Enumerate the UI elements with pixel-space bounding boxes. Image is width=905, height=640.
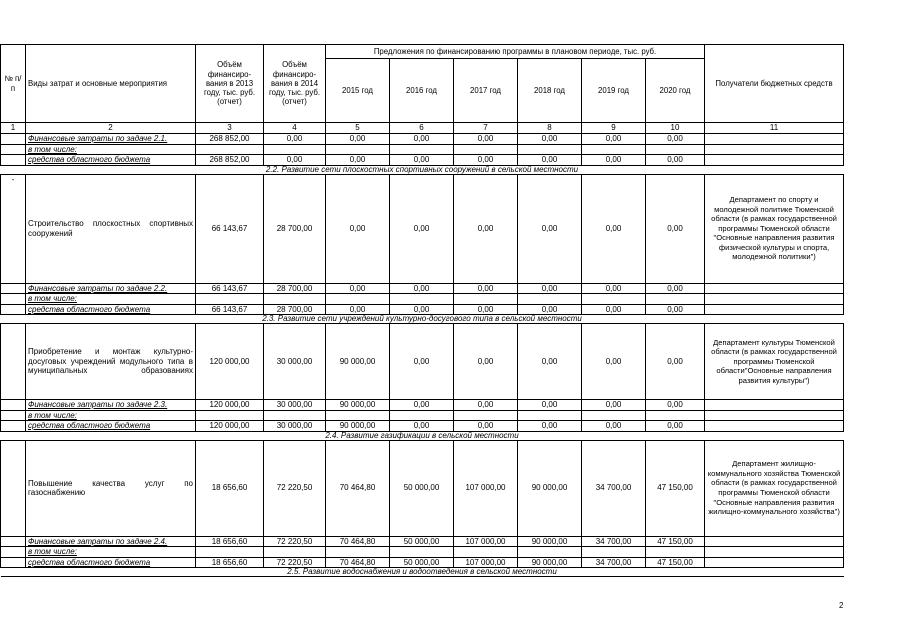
header-2013: Объём финансиро-вания в 2013 году, тыс. руб. (отчет) bbox=[196, 45, 264, 123]
table-row-total-2-4 bbox=[1, 536, 844, 547]
cell-value: 0,00 bbox=[646, 324, 705, 400]
table-row-incl-2-3 bbox=[1, 410, 844, 421]
cell-value: 90 000,00 bbox=[326, 400, 390, 411]
financing-table bbox=[0, 44, 844, 577]
cell-value: 72 220,50 bbox=[264, 440, 326, 536]
header-year: 2016 год bbox=[390, 59, 454, 123]
cell-value: 50 000,00 bbox=[390, 557, 454, 568]
cell-value: 0,00 bbox=[646, 174, 705, 283]
header-year: 2018 год bbox=[518, 59, 582, 123]
cell-value: 0,00 bbox=[390, 400, 454, 411]
cell-value: 0,00 bbox=[518, 133, 582, 144]
cell-value: 47 150,00 bbox=[646, 557, 705, 568]
cell-value: 90 000,00 bbox=[326, 421, 390, 432]
cell-value: 34 700,00 bbox=[582, 557, 646, 568]
cell-value: 0,00 bbox=[518, 155, 582, 166]
cell-value: 18 656,60 bbox=[196, 536, 264, 547]
row-label: Финансовые затраты по задаче 2.1. bbox=[26, 133, 196, 144]
cell-value: 0,00 bbox=[582, 400, 646, 411]
cell-value: 34 700,00 bbox=[582, 440, 646, 536]
recipient: Департамент жилищно-коммунального хозяйства Тюменской области (в рамках государственной программы Тюменской области "Основные направления развития жилищно-коммунального хозяйства") bbox=[705, 440, 844, 536]
cell-value: 0,00 bbox=[582, 304, 646, 315]
header-proposals: Предложения по финансированию программы в плановом периоде, тыс. руб. bbox=[326, 45, 705, 59]
cell-value: 0,00 bbox=[518, 174, 582, 283]
cell-value: 0,00 bbox=[454, 304, 518, 315]
table-row-obl-2-3 bbox=[1, 421, 844, 432]
cell-value: 268 852,00 bbox=[196, 155, 264, 166]
table-row-incl-2-1 bbox=[1, 144, 844, 155]
row-label: Финансовые затраты по задаче 2.3. bbox=[26, 400, 196, 411]
cell-value: 66 143,67 bbox=[196, 304, 264, 315]
row-label: Повышение качества услуг по газоснабжению bbox=[26, 440, 196, 536]
table-row-incl-2-2 bbox=[1, 294, 844, 305]
recipient: Департамент культуры Тюменской области (в рамках государственной программы Тюменской области"Основные направления развития культуры") bbox=[705, 324, 844, 400]
header-row-1 bbox=[1, 45, 844, 59]
header-year: 2020 год bbox=[646, 59, 705, 123]
cell-value: 30 000,00 bbox=[264, 421, 326, 432]
header-year: 2019 год bbox=[582, 59, 646, 123]
cell-value: 0,00 bbox=[390, 133, 454, 144]
cell-value: 0,00 bbox=[390, 421, 454, 432]
table-row-total-2-1 bbox=[1, 133, 844, 144]
cell-value: 0,00 bbox=[646, 304, 705, 315]
cell-value: 90 000,00 bbox=[518, 557, 582, 568]
cell-value: 90 000,00 bbox=[518, 536, 582, 547]
cell-value: 0,00 bbox=[646, 133, 705, 144]
page-number: 2 bbox=[839, 601, 844, 610]
cell-value: 0,00 bbox=[646, 421, 705, 432]
header-year: 2017 год bbox=[454, 59, 518, 123]
row-label: в том числе: bbox=[26, 547, 196, 558]
cell-value: 0,00 bbox=[582, 133, 646, 144]
row-label: в том числе: bbox=[26, 410, 196, 421]
cell-value: 0,00 bbox=[454, 174, 518, 283]
column-number: 5 bbox=[326, 123, 390, 134]
cell-value: 47 150,00 bbox=[646, 536, 705, 547]
cell-value: 50 000,00 bbox=[390, 440, 454, 536]
section-title: 2.5. Развитие водоснабжения и водоотведения в сельской местности bbox=[1, 568, 844, 577]
cell-value: 0,00 bbox=[518, 283, 582, 294]
table-row-main-2-3 bbox=[1, 324, 844, 400]
table-row-total-2-3 bbox=[1, 400, 844, 411]
section-heading-2-2 bbox=[1, 165, 844, 174]
row-label: средства областного бюджета bbox=[26, 421, 196, 432]
column-number: 11 bbox=[705, 123, 844, 134]
section-heading-2-4 bbox=[1, 431, 844, 440]
row-number: - bbox=[1, 174, 26, 283]
column-number: 10 bbox=[646, 123, 705, 134]
cell-value: 0,00 bbox=[646, 155, 705, 166]
row-label: в том числе: bbox=[26, 144, 196, 155]
cell-value: 0,00 bbox=[454, 421, 518, 432]
row-label: средства областного бюджета bbox=[26, 304, 196, 315]
cell-value: 70 464,80 bbox=[326, 440, 390, 536]
section-title: 2.3. Развитие сети учреждений культурно-досугового типа в сельской местности bbox=[1, 315, 844, 324]
cell-value: 0,00 bbox=[518, 400, 582, 411]
cell-value: 30 000,00 bbox=[264, 400, 326, 411]
cell-value: 0,00 bbox=[582, 174, 646, 283]
cell-value: 107 000,00 bbox=[454, 440, 518, 536]
cell-value: 0,00 bbox=[518, 304, 582, 315]
row-label: средства областного бюджета bbox=[26, 155, 196, 166]
cell-value: 0,00 bbox=[582, 283, 646, 294]
cell-value: 0,00 bbox=[454, 155, 518, 166]
cell-value: 0,00 bbox=[326, 155, 390, 166]
cell-value: 0,00 bbox=[454, 324, 518, 400]
cell-value: 0,00 bbox=[454, 283, 518, 294]
table-row-obl-2-4 bbox=[1, 557, 844, 568]
cell-value: 34 700,00 bbox=[582, 536, 646, 547]
cell-value: 18 656,60 bbox=[196, 440, 264, 536]
cell-value: 70 464,80 bbox=[326, 536, 390, 547]
cell-value: 28 700,00 bbox=[264, 304, 326, 315]
cell-value: 0,00 bbox=[390, 324, 454, 400]
cell-value: 28 700,00 bbox=[264, 174, 326, 283]
column-number: 1 bbox=[1, 123, 26, 134]
column-number: 9 bbox=[582, 123, 646, 134]
cell-value: 0,00 bbox=[646, 400, 705, 411]
cell-value: 0,00 bbox=[582, 421, 646, 432]
cell-value: 0,00 bbox=[326, 133, 390, 144]
row-label: Строительство плоскостных спортивных сооружений bbox=[26, 174, 196, 283]
row-label: Приобретение и монтаж культурно-досуговых учреждений модульного типа в муниципальных образованиях bbox=[26, 324, 196, 400]
header-expenses: Виды затрат и основные мероприятия bbox=[26, 45, 196, 123]
table-row-total-2-2 bbox=[1, 283, 844, 294]
cell-value: 0,00 bbox=[454, 133, 518, 144]
row-label: Финансовые затраты по задаче 2.2. bbox=[26, 283, 196, 294]
cell-value: 0,00 bbox=[326, 304, 390, 315]
column-number: 4 bbox=[264, 123, 326, 134]
cell-value: 72 220,50 bbox=[264, 557, 326, 568]
cell-value: 0,00 bbox=[518, 324, 582, 400]
cell-value: 107 000,00 bbox=[454, 557, 518, 568]
cell-value: 0,00 bbox=[390, 304, 454, 315]
cell-value: 120 000,00 bbox=[196, 324, 264, 400]
cell-value: 0,00 bbox=[390, 283, 454, 294]
column-number: 6 bbox=[390, 123, 454, 134]
section-heading-2-5 bbox=[1, 568, 844, 577]
row-label: средства областного бюджета bbox=[26, 557, 196, 568]
recipient: Департамент по спорту и молодежной политике Тюменской области (в рамках государственной программы Тюменской области "Основные направления развития физической культуры и спорта, молодежной политики") bbox=[705, 174, 844, 283]
table-row-obl-2-1 bbox=[1, 155, 844, 166]
section-title: 2.2. Развитие сети плоскостных спортивных сооружений в сельской местности bbox=[1, 165, 844, 174]
cell-value: 0,00 bbox=[582, 155, 646, 166]
cell-value: 0,00 bbox=[582, 324, 646, 400]
section-title: 2.4. Развитие газификации в сельской местности bbox=[1, 431, 844, 440]
cell-value: 47 150,00 bbox=[646, 440, 705, 536]
section-heading-2-3 bbox=[1, 315, 844, 324]
cell-value: 107 000,00 bbox=[454, 536, 518, 547]
cell-value: 0,00 bbox=[264, 155, 326, 166]
row-label: Финансовые затраты по задаче 2.4. bbox=[26, 536, 196, 547]
cell-value: 0,00 bbox=[646, 283, 705, 294]
table-row-main-2-4 bbox=[1, 440, 844, 536]
column-number: 8 bbox=[518, 123, 582, 134]
cell-value: 50 000,00 bbox=[390, 536, 454, 547]
cell-value: 72 220,50 bbox=[264, 536, 326, 547]
cell-value: 66 143,67 bbox=[196, 174, 264, 283]
header-year: 2015 год bbox=[326, 59, 390, 123]
cell-value: 70 464,80 bbox=[326, 557, 390, 568]
cell-value: 18 656,60 bbox=[196, 557, 264, 568]
cell-value: 0,00 bbox=[454, 400, 518, 411]
column-number: 2 bbox=[26, 123, 196, 134]
row-label: в том числе: bbox=[26, 294, 196, 305]
cell-value: 0,00 bbox=[326, 174, 390, 283]
table-row-main-2-2 bbox=[1, 174, 844, 283]
column-number: 3 bbox=[196, 123, 264, 134]
cell-value: 90 000,00 bbox=[518, 440, 582, 536]
cell-value: 120 000,00 bbox=[196, 400, 264, 411]
cell-value: 0,00 bbox=[264, 133, 326, 144]
table-row-incl-2-4 bbox=[1, 547, 844, 558]
cell-value: 0,00 bbox=[326, 283, 390, 294]
header-no: № п/п bbox=[1, 45, 26, 123]
cell-value: 0,00 bbox=[518, 421, 582, 432]
cell-value: 28 700,00 bbox=[264, 283, 326, 294]
cell-value: 30 000,00 bbox=[264, 324, 326, 400]
table-row-obl-2-2 bbox=[1, 304, 844, 315]
cell-value: 120 000,00 bbox=[196, 421, 264, 432]
column-number: 7 bbox=[454, 123, 518, 134]
cell-value: 268 852,00 bbox=[196, 133, 264, 144]
cell-value: 0,00 bbox=[390, 174, 454, 283]
cell-value: 66 143,67 bbox=[196, 283, 264, 294]
cell-value: 0,00 bbox=[390, 155, 454, 166]
header-recipients: Получатели бюджетных средств bbox=[705, 45, 844, 123]
header-2014: Объём финансиро-вания в 2014 году, тыс. руб. (отчет) bbox=[264, 45, 326, 123]
cell-value: 90 000,00 bbox=[326, 324, 390, 400]
column-numbers-row bbox=[1, 123, 844, 134]
